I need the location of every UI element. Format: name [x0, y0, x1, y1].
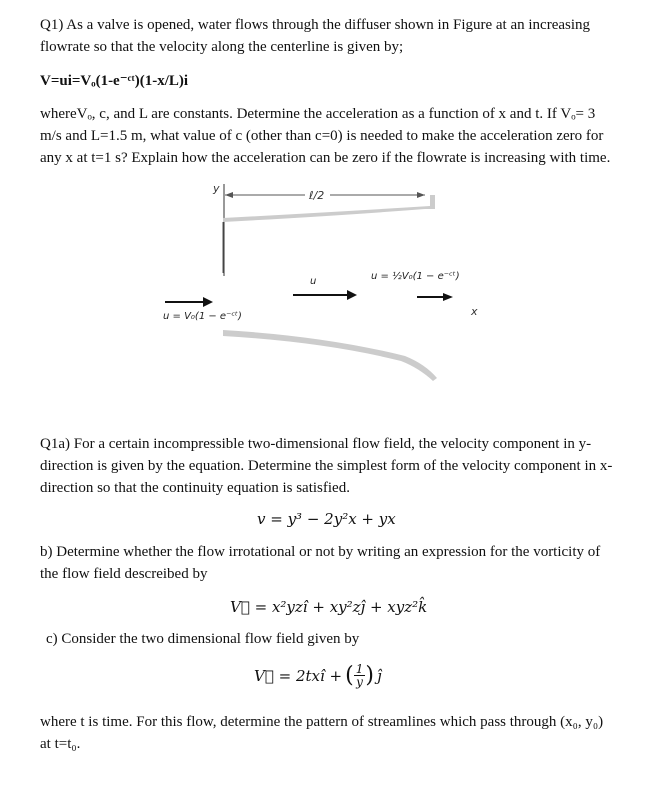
outlet-velocity-label: u = ½V₀(1 − e⁻ᶜᵗ): [371, 271, 460, 282]
q1c-fraction-numerator: 1: [355, 662, 364, 676]
q1a-line-1: Q1a) For a certain incompressible two-dimensional flow field, the velocity component in y-: [40, 436, 592, 452]
q1-body-line-2: m/s and L=1.5 m, what value of c (other than c=0) is needed to make the acceleration zero for: [40, 128, 604, 144]
length-label: ℓ/2: [309, 189, 325, 202]
q1c-line-1: c) Consider the two dimensional flow field given by: [46, 631, 360, 647]
lower-wall: [223, 330, 437, 381]
dimension-arrow-right: [417, 192, 425, 198]
q1-equation: V=ui=Vₒ(1-e⁻ᶜᵗ)(1-x/L)i: [40, 73, 189, 89]
inlet-velocity-label: u = V₀(1 − e⁻ᶜᵗ): [163, 311, 242, 322]
q1c-eq-part-1: V⃗ = 2txî +: [254, 666, 343, 685]
q1b-line-1: b) Determine whether the flow irrotational or not by writing an expression for the vorticity of: [40, 544, 601, 560]
q1-body-line-3: any x at t=1 s? Explain how the acceleration can be zero if the flowrate is increasing with time.: [40, 150, 611, 166]
dimension-arrow-left: [225, 192, 233, 198]
q1b-equation: V⃗ = x²yzî + xy²zĵ + xyz²k̂: [230, 598, 428, 616]
q1-line-2: flowrate so that the velocity along the centerline is given by;: [40, 39, 404, 55]
q1c-fraction: [354, 663, 366, 688]
q1-line-1: Q1) As a valve is opened, water flows through the diffuser shown in Figure at an increasing: [40, 17, 591, 33]
q1c-after-line-1: where t is time. For this flow, determine the pattern of streamlines which pass through (x₀, y₀): [40, 714, 604, 730]
paren-close: ): [365, 663, 374, 688]
x-axis-label: x: [471, 305, 478, 318]
q1a-line-2: direction is given by the equation. Determine the simplest form of the velocity component in x-: [40, 458, 613, 474]
q1c-fraction-denominator: y: [356, 675, 363, 689]
q1a-equation: v = y³ − 2y²x + yx: [257, 510, 396, 528]
y-axis-label: y: [213, 182, 220, 195]
centerline-arrow-head: [347, 290, 357, 300]
q1b-line-2: the flow field descreibed by: [40, 566, 208, 582]
upper-wall: [223, 195, 435, 222]
q1-body-line-1: whereVₒ, c, and L are constants. Determine the acceleration as a function of x and t. If Vₒ= 3: [40, 106, 596, 122]
q1c-equation: [254, 663, 382, 688]
q1a-line-3: direction so that the continuity equation is satisfied.: [40, 480, 350, 496]
inlet-arrow-head: [203, 297, 213, 307]
diffuser-figure: [155, 178, 495, 418]
outlet-arrow-head: [443, 293, 453, 301]
q1c-eq-part-2: ĵ: [376, 666, 382, 685]
q1c-after-line-2: at t=t₀.: [40, 736, 81, 752]
u-label: u: [310, 276, 317, 287]
paren-open: (: [345, 663, 354, 688]
